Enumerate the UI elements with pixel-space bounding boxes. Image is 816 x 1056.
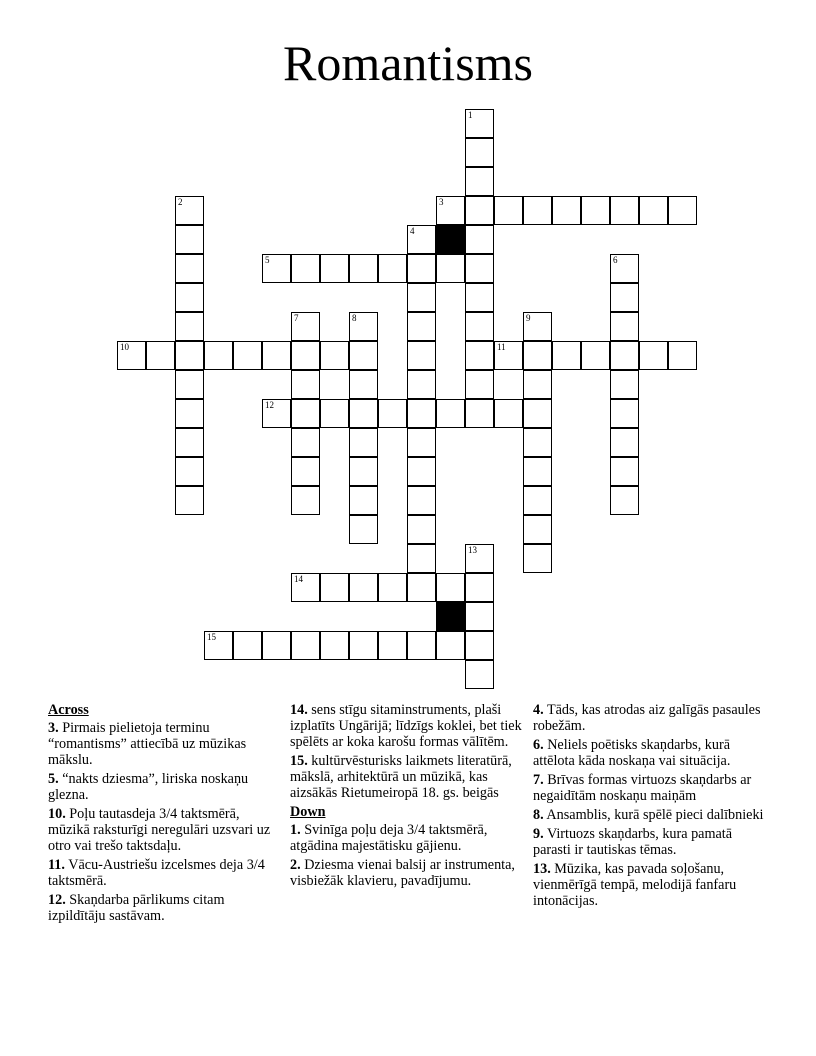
grid-cell[interactable]	[349, 399, 378, 428]
grid-cell[interactable]	[639, 196, 668, 225]
grid-cell[interactable]	[291, 399, 320, 428]
cell-number: 2	[178, 197, 183, 207]
grid-cell[interactable]	[407, 341, 436, 370]
clue-number: 15.	[290, 753, 308, 769]
clue-number: 5.	[48, 771, 59, 787]
grid-cell[interactable]	[465, 660, 494, 689]
grid-cell[interactable]	[523, 428, 552, 457]
grid-cell[interactable]	[320, 399, 349, 428]
grid-cell[interactable]	[465, 341, 494, 370]
grid-cell[interactable]	[610, 370, 639, 399]
clue-down-13	[533, 861, 773, 909]
grid-cell[interactable]	[378, 573, 407, 602]
grid-cell[interactable]	[610, 399, 639, 428]
grid-cell[interactable]	[465, 138, 494, 167]
clues-column-2	[290, 702, 525, 892]
grid-cell[interactable]	[204, 341, 233, 370]
clue-number: 11.	[48, 857, 65, 873]
clue-down-4	[533, 702, 773, 734]
blocked-cell	[436, 225, 465, 254]
grid-cell[interactable]	[523, 341, 552, 370]
clue-number: 9.	[533, 826, 544, 842]
clue-text: Dziesma vienai balsij ar instrumenta, visbiežāk klavieru, pavadījumu.	[290, 857, 515, 889]
clue-text: Pirmais pielietoja terminu “romantisms” attiecībā uz mūzikas mākslu.	[48, 720, 247, 768]
grid-cell[interactable]	[175, 254, 204, 283]
cell-number: 13	[468, 545, 477, 555]
grid-cell[interactable]	[291, 428, 320, 457]
grid-cell[interactable]	[494, 399, 523, 428]
clue-down-1	[290, 822, 525, 854]
grid-cell[interactable]	[581, 196, 610, 225]
clue-down-6	[533, 737, 773, 769]
page-title: Romantisms	[282, 35, 534, 91]
blocked-cell	[436, 602, 465, 631]
grid-cell[interactable]	[175, 486, 204, 515]
grid-cell[interactable]	[349, 515, 378, 544]
grid-cell[interactable]	[407, 544, 436, 573]
clues-column-3	[533, 702, 773, 912]
clue-down-2	[290, 857, 525, 889]
cell-number: 9	[526, 313, 531, 323]
clue-text: Brīvas formas virtuozs skaņdarbs ar negaidītām noskaņu maiņām	[533, 772, 752, 804]
clue-number: 10.	[48, 806, 66, 822]
grid-cell[interactable]	[610, 283, 639, 312]
grid-cell[interactable]	[146, 341, 175, 370]
cell-number: 14	[294, 574, 303, 584]
clue-number: 14.	[290, 702, 308, 718]
grid-cell[interactable]	[523, 370, 552, 399]
cell-number: 4	[410, 226, 415, 236]
grid-cell[interactable]	[349, 457, 378, 486]
grid-cell[interactable]	[639, 341, 668, 370]
clue-text: Mūzika, kas pavada soļošanu, vienmērīgā tempā, melodijā fanfaru intonācijas.	[533, 861, 737, 909]
grid-cell[interactable]	[349, 370, 378, 399]
grid-cell[interactable]	[523, 486, 552, 515]
grid-cell[interactable]	[436, 254, 465, 283]
grid-cell[interactable]	[465, 573, 494, 602]
grid-cell[interactable]	[610, 196, 639, 225]
down-heading: Down	[290, 804, 326, 820]
clue-across-11	[48, 857, 280, 889]
clue-number: 6.	[533, 737, 544, 753]
grid-cell[interactable]	[378, 399, 407, 428]
grid-cell[interactable]	[465, 399, 494, 428]
clue-across-14	[290, 702, 525, 750]
grid-cell[interactable]	[407, 399, 436, 428]
grid-cell[interactable]	[291, 254, 320, 283]
clue-text: sens stīgu sitaminstruments, plaši izplatīts Ungārijā; līdzīgs koklei, bet tiek spēlēts ar koka karošu formas vālītēm.	[290, 702, 522, 750]
grid-cell[interactable]	[465, 225, 494, 254]
grid-cell[interactable]	[552, 196, 581, 225]
grid-cell[interactable]	[610, 486, 639, 515]
grid-cell[interactable]	[320, 254, 349, 283]
grid-cell[interactable]	[291, 341, 320, 370]
clue-text: kultūrvēsturisks laikmets literatūrā, mākslā, arhitektūrā un mūzikā, kas aizsākās Rietumeiropā 18. gs. beigās	[290, 753, 512, 801]
grid-cell[interactable]	[291, 631, 320, 660]
grid-cell[interactable]	[465, 631, 494, 660]
clue-across-5	[48, 771, 280, 803]
clue-across-3	[48, 720, 280, 768]
clue-number: 4.	[533, 702, 544, 718]
grid-cell[interactable]	[349, 486, 378, 515]
clue-text: “nakts dziesma”, liriska noskaņu glezna.	[48, 771, 249, 803]
clue-text: Tāds, kas atrodas aiz galīgās pasaules robežām.	[533, 702, 761, 734]
cell-number: 11	[497, 342, 506, 352]
cell-number: 1	[468, 110, 473, 120]
grid-cell[interactable]	[465, 254, 494, 283]
grid-cell[interactable]	[320, 631, 349, 660]
grid-cell[interactable]	[175, 399, 204, 428]
clue-number: 7.	[533, 772, 544, 788]
grid-cell[interactable]	[291, 457, 320, 486]
grid-cell[interactable]	[436, 573, 465, 602]
grid-cell[interactable]	[610, 312, 639, 341]
grid-cell[interactable]	[436, 631, 465, 660]
grid-cell[interactable]	[407, 428, 436, 457]
grid-cell[interactable]	[523, 196, 552, 225]
grid-cell[interactable]	[378, 254, 407, 283]
clue-number: 8.	[533, 807, 544, 823]
grid-cell[interactable]	[262, 631, 291, 660]
grid-cell[interactable]	[552, 341, 581, 370]
grid-cell[interactable]	[175, 225, 204, 254]
grid-cell[interactable]	[465, 283, 494, 312]
cell-number: 8	[352, 313, 357, 323]
cell-number: 6	[613, 255, 618, 265]
grid-cell[interactable]	[175, 341, 204, 370]
clue-across-15	[290, 753, 525, 801]
grid-cell[interactable]	[407, 254, 436, 283]
grid-cell[interactable]	[523, 515, 552, 544]
clue-number: 13.	[533, 861, 551, 877]
grid-cell[interactable]	[610, 341, 639, 370]
grid-cell[interactable]	[233, 631, 262, 660]
grid-cell[interactable]	[465, 196, 494, 225]
clue-text: Skaņdarba pārlikums citam izpildītāju sastāvam.	[48, 892, 225, 924]
clue-text: Svinīga poļu deja 3/4 taktsmērā, atgādina majestātisku gājienu.	[290, 822, 488, 854]
clue-across-10	[48, 806, 280, 854]
grid-cell[interactable]	[349, 428, 378, 457]
clue-number: 2.	[290, 857, 301, 873]
grid-cell[interactable]	[407, 486, 436, 515]
grid-cell[interactable]	[668, 196, 697, 225]
clue-number: 1.	[290, 822, 301, 838]
clue-down-7	[533, 772, 773, 804]
clue-text: Poļu tautasdeja 3/4 taktsmērā, mūzikā raksturīgi neregulāri uzsvari uz otro vai trešo taktsdaļu.	[48, 806, 271, 854]
clue-text: Vācu-Austriešu izcelsmes deja 3/4 taktsmērā.	[48, 857, 265, 889]
grid-cell[interactable]	[523, 457, 552, 486]
cell-number: 7	[294, 313, 299, 323]
grid-cell[interactable]	[262, 341, 291, 370]
grid-cell[interactable]	[320, 341, 349, 370]
grid-cell[interactable]	[407, 457, 436, 486]
cell-number: 15	[207, 632, 216, 642]
grid-cell[interactable]	[175, 283, 204, 312]
grid-cell[interactable]	[465, 167, 494, 196]
grid-cell[interactable]	[668, 341, 697, 370]
cell-number: 12	[265, 400, 274, 410]
grid-cell[interactable]	[523, 544, 552, 573]
grid-cell[interactable]	[465, 370, 494, 399]
grid-cell[interactable]	[320, 573, 349, 602]
clue-across-12	[48, 892, 280, 924]
clue-text: Neliels poētisks skaņdarbs, kurā attēlota kāda noskaņa vai situācija.	[533, 737, 731, 769]
grid-cell[interactable]	[175, 457, 204, 486]
grid-cell[interactable]	[407, 631, 436, 660]
grid-cell[interactable]	[175, 370, 204, 399]
grid-cell[interactable]	[349, 341, 378, 370]
grid-cell[interactable]	[465, 602, 494, 631]
clue-text: Ansamblis, kurā spēlē pieci dalībnieki	[546, 807, 764, 823]
clue-number: 12.	[48, 892, 66, 908]
grid-cell[interactable]	[436, 399, 465, 428]
grid-cell[interactable]	[291, 370, 320, 399]
grid-cell[interactable]	[175, 428, 204, 457]
clues-column-1	[48, 702, 280, 927]
grid-cell[interactable]	[581, 341, 610, 370]
clue-down-9	[533, 826, 773, 858]
clue-text: Virtuozs skaņdarbs, kura pamatā parasti ir tautiskas tēmas.	[533, 826, 733, 858]
clue-number: 3.	[48, 720, 59, 736]
grid-cell[interactable]	[610, 457, 639, 486]
grid-cell[interactable]	[407, 515, 436, 544]
grid-cell[interactable]	[610, 428, 639, 457]
grid-cell[interactable]	[349, 573, 378, 602]
grid-cell[interactable]	[523, 399, 552, 428]
grid-cell[interactable]	[175, 312, 204, 341]
grid-cell[interactable]	[407, 283, 436, 312]
grid-cell[interactable]	[494, 196, 523, 225]
grid-cell[interactable]	[407, 312, 436, 341]
grid-cell[interactable]	[407, 370, 436, 399]
across-heading: Across	[48, 702, 89, 718]
grid-cell[interactable]	[349, 631, 378, 660]
grid-cell[interactable]	[407, 573, 436, 602]
clue-down-8	[533, 807, 773, 823]
cell-number: 10	[120, 342, 129, 352]
grid-cell[interactable]	[465, 312, 494, 341]
cell-number: 5	[265, 255, 270, 265]
grid-cell[interactable]	[378, 631, 407, 660]
grid-cell[interactable]	[291, 486, 320, 515]
cell-number: 3	[439, 197, 444, 207]
grid-cell[interactable]	[233, 341, 262, 370]
grid-cell[interactable]	[349, 254, 378, 283]
